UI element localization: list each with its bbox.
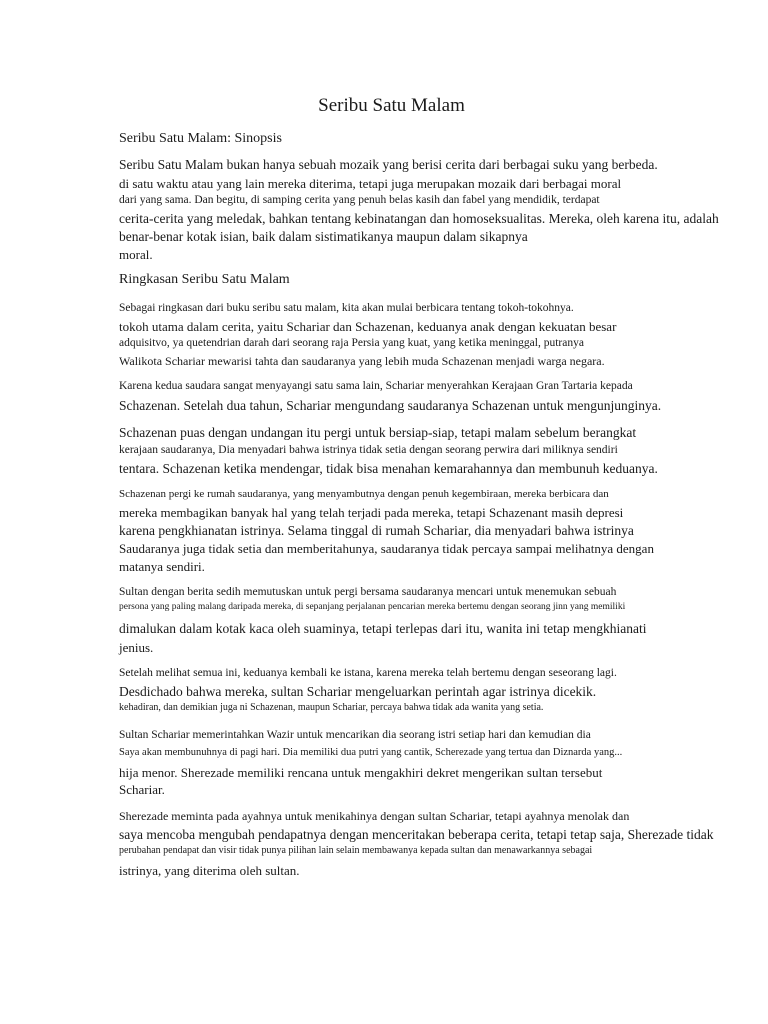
synopsis-line: di satu waktu atau yang lain mereka diterima, tetapi juga merupakan mozaik dari berbagai moral: [119, 176, 622, 191]
paragraph-line: Schazenan. Setelah dua tahun, Schariar mengundang saudaranya Schazenan untuk mengunjunginya.: [119, 398, 662, 413]
synopsis-line: moral.: [119, 247, 153, 262]
paragraph-line: hija menor. Sherezade memiliki rencana untuk mengakhiri dekret mengerikan sultan tersebut: [119, 765, 603, 780]
paragraph-line: adquisitvo, ya quetendrian darah dari seorang raja Persia yang kuat, yang ketika meninggal, putranya: [119, 337, 584, 349]
paragraph-line: karena pengkhianatan istrinya. Selama tinggal di rumah Schariar, dia menyadari bahwa istrinya: [119, 523, 634, 538]
synopsis-line: Seribu Satu Malam bukan hanya sebuah mozaik yang berisi cerita dari berbagai suku yang berbeda.: [119, 157, 658, 172]
paragraph-line: Setelah melihat semua ini, keduanya kembali ke istana, karena mereka telah bertemu dengan seseorang lagi.: [119, 667, 617, 679]
paragraph-line: persona yang paling malang daripada mereka, di sepanjang perjalanan pencarian mereka bertemu dengan seorang jinn yang memiliki: [119, 602, 626, 612]
paragraph-line: Saya akan membunuhnya di pagi hari. Dia memiliki dua putri yang cantik, Scherezade yang tertua dan Diznarda yang...: [119, 747, 623, 758]
paragraph-line: Sultan dengan berita sedih memutuskan untuk pergi bersama saudaranya mencari untuk menemukan sebuah: [119, 586, 617, 598]
paragraph-line: Walikota Schariar mewarisi tahta dan saudaranya yang lebih muda Schazenan menjadi warga negara.: [119, 354, 605, 368]
paragraph-line: tokoh utama dalam cerita, yaitu Schariar dan Schazenan, keduanya anak dengan kekuatan besar: [119, 319, 617, 334]
paragraph-line: Saudaranya juga tidak setia dan memberitahunya, saudaranya tidak percaya sampai melihatnya dengan: [119, 541, 654, 556]
paragraph-line: dimalukan dalam kotak kaca oleh suaminya, tetapi terlepas dari itu, wanita ini tetap mengkhianati: [119, 621, 647, 636]
synopsis-line: benar-benar kotak isian, baik dalam sistimatikanya maupun dalam sikapnya: [119, 229, 528, 244]
paragraph-line: Desdichado bahwa mereka, sultan Schariar mengeluarkan perintah agar istrinya dicekik.: [119, 684, 597, 699]
paragraph-line: Schazenan pergi ke rumah saudaranya, yang menyambutnya dengan penuh kegembiraan, mereka berbicara dan: [119, 488, 609, 500]
paragraph-line: tentara. Schazenan ketika mendengar, tidak bisa menahan kemarahannya dan membunuh keduanya.: [119, 461, 658, 476]
paragraph-line: perubahan pendapat dan visir tidak punya pilihan lain selain membawanya kepada sultan dan menawarkannya sebagai: [119, 845, 593, 856]
section-heading-synopsis: Seribu Satu Malam: Sinopsis: [119, 131, 282, 146]
paragraph-line: saya mencoba mengubah pendapatnya dengan menceritakan beberapa cerita, tetapi tetap saja, Sherezade tidak: [119, 827, 714, 842]
paragraph-line: Sultan Schariar memerintahkan Wazir untuk mencarikan dia seorang istri setiap hari dan kemudian dia: [119, 729, 591, 741]
synopsis-line: cerita-cerita yang meledak, bahkan tentang kebinatangan dan homoseksualitas. Mereka, oleh karena itu, adalah: [119, 211, 719, 226]
paragraph-line: Sherezade meminta pada ayahnya untuk menikahinya dengan sultan Schariar, tetapi ayahnya menolak dan: [119, 809, 630, 823]
paragraph-line: kehadiran, dan demikian juga ni Schazenan, maupun Schariar, percaya bahwa tidak ada wanita yang setia.: [119, 702, 544, 713]
paragraph-line: mereka membagikan banyak hal yang telah terjadi pada mereka, tetapi Schazenant masih depresi: [119, 505, 624, 520]
paragraph-line: istrinya, yang diterima oleh sultan.: [119, 863, 300, 878]
paragraph-line: Karena kedua saudara sangat menyayangi satu sama lain, Schariar menyerahkan Kerajaan Gran Tartaria kepada: [119, 380, 633, 392]
section-heading-summary: Ringkasan Seribu Satu Malam: [119, 272, 290, 287]
synopsis-line: dari yang sama. Dan begitu, di samping cerita yang penuh belas kasih dan fabel yang mendidik, terdapat: [119, 194, 600, 206]
paragraph-line: kerajaan saudaranya, Dia menyadari bahwa istrinya tidak setia dengan seorang perwira dari miliknya sendiri: [119, 444, 618, 456]
paragraph-line: matanya sendiri.: [119, 559, 205, 574]
page-title: Seribu Satu Malam: [318, 95, 465, 116]
paragraph-line: Schariar.: [119, 782, 165, 797]
paragraph-line: jenius.: [119, 640, 154, 655]
paragraph-line: Schazenan puas dengan undangan itu pergi untuk bersiap-siap, tetapi malam sebelum berangkat: [119, 425, 637, 440]
paragraph-line: Sebagai ringkasan dari buku seribu satu malam, kita akan mulai berbicara tentang tokoh-tokohnya.: [119, 302, 574, 314]
